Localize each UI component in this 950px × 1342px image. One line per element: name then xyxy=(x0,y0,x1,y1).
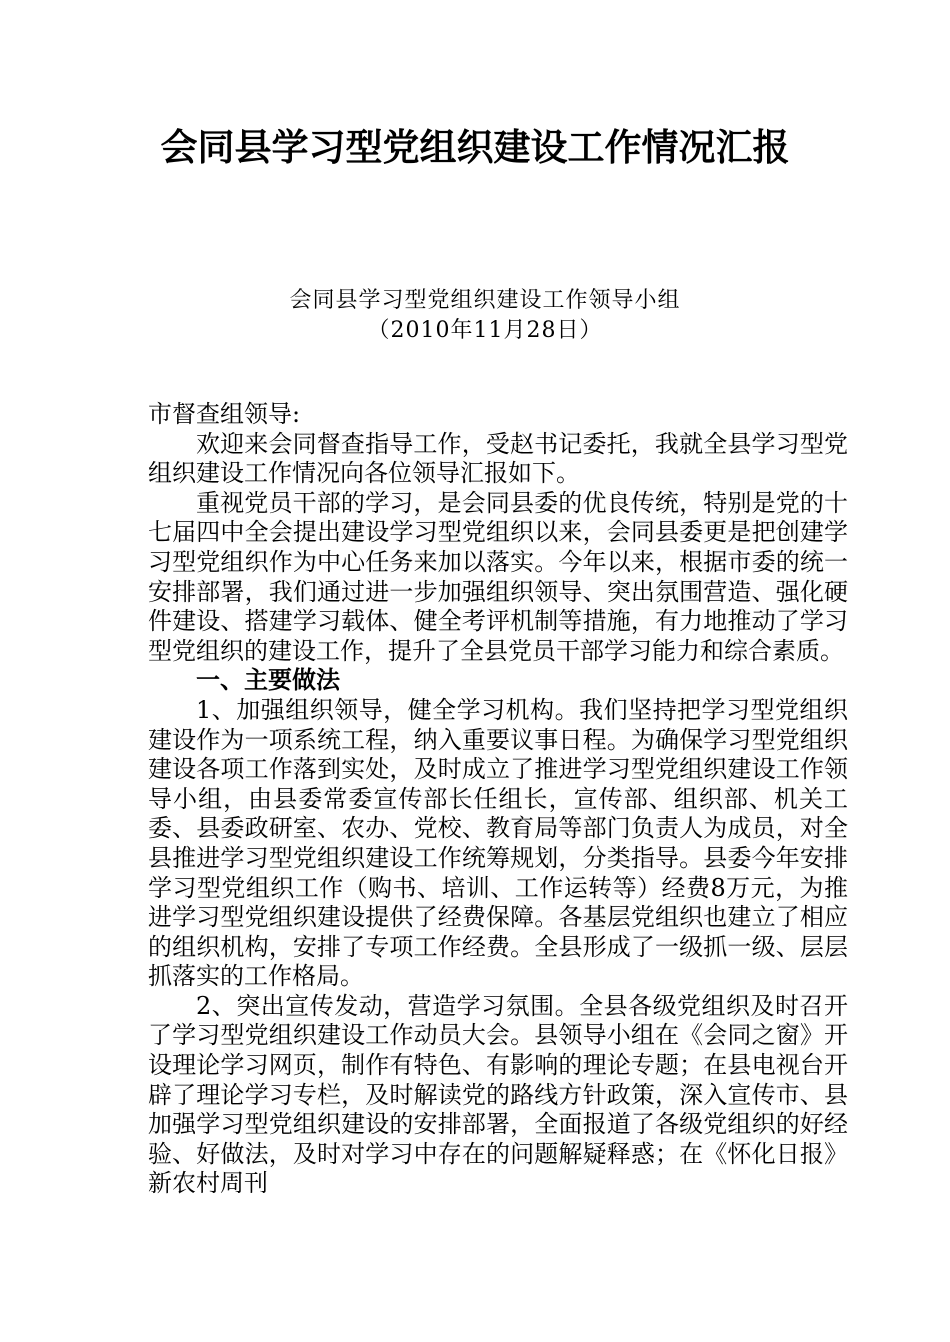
paragraph-item-2: 2、突出宣传发动，营造学习氛围。全县各级党组织及时召开了学习型党组织建设工作动员大会。县领导小组在《会同之窗》开设理论学习网页，制作有特色、有影响的理论专题；在县电视台开辟了理论学习专栏，及时解读党的路线方针政策，深入宣传市、县加强学习型党组织建设的安排部署，全面报道了各级党组织的好经验、好做法，及时对学习中存在的问题解疑释惑；在《怀化日报》新农村周刊 xyxy=(148,991,848,1198)
paragraph-item-1: 1、加强组织领导，健全学习机构。我们坚持把学习型党组织建设作为一项系统工程，纳入重要议事日程。为确保学习型党组织建设各项工作落到实处，及时成立了推进学习型党组织建设工作领导小组，由县委常委宣传部长任组长，宣传部、组织部、机关工委、县委政研室、农办、党校、教育局等部门负责人为成员，对全县推进学习型党组织建设工作统筹规划，分类指导。县委今年安排学习型党组织工作（购书、培训、工作运转等）经费8万元，为推进学习型党组织建设提供了经费保障。各基层党组织也建立了相应的组织机构，安排了专项工作经费。全县形成了一级抓一级、层层抓落实的工作格局。 xyxy=(148,695,848,991)
document-title: 会同县学习型党组织建设工作情况汇报 xyxy=(160,126,790,169)
salutation: 市督查组领导: xyxy=(148,400,301,428)
paragraph-intro: 欢迎来会同督查指导工作，受赵书记委托，我就全县学习型党组织建设工作情况向各位领导汇报如下。 xyxy=(148,429,848,488)
issuing-organization: 会同县学习型党组织建设工作领导小组 xyxy=(289,288,681,313)
paragraph-background: 重视党员干部的学习，是会同县委的优良传统，特别是党的十七届四中全会提出建设学习型党组织以来，会同县委更是把创建学习型党组织作为中心任务来加以落实。今年以来，根据市委的统一安排部署，我们通过进一步加强组织领导、突出氛围营造、强化硬件建设、搭建学习载体、健全考评机制等措施，有力地推动了学习型党组织的建设工作，提升了全县党员干部学习能力和综合素质。 xyxy=(148,488,848,665)
document-date: （2010年11月28日） xyxy=(367,318,603,343)
document-body xyxy=(148,400,848,1199)
section-heading: 一、主要做法 xyxy=(196,666,340,695)
